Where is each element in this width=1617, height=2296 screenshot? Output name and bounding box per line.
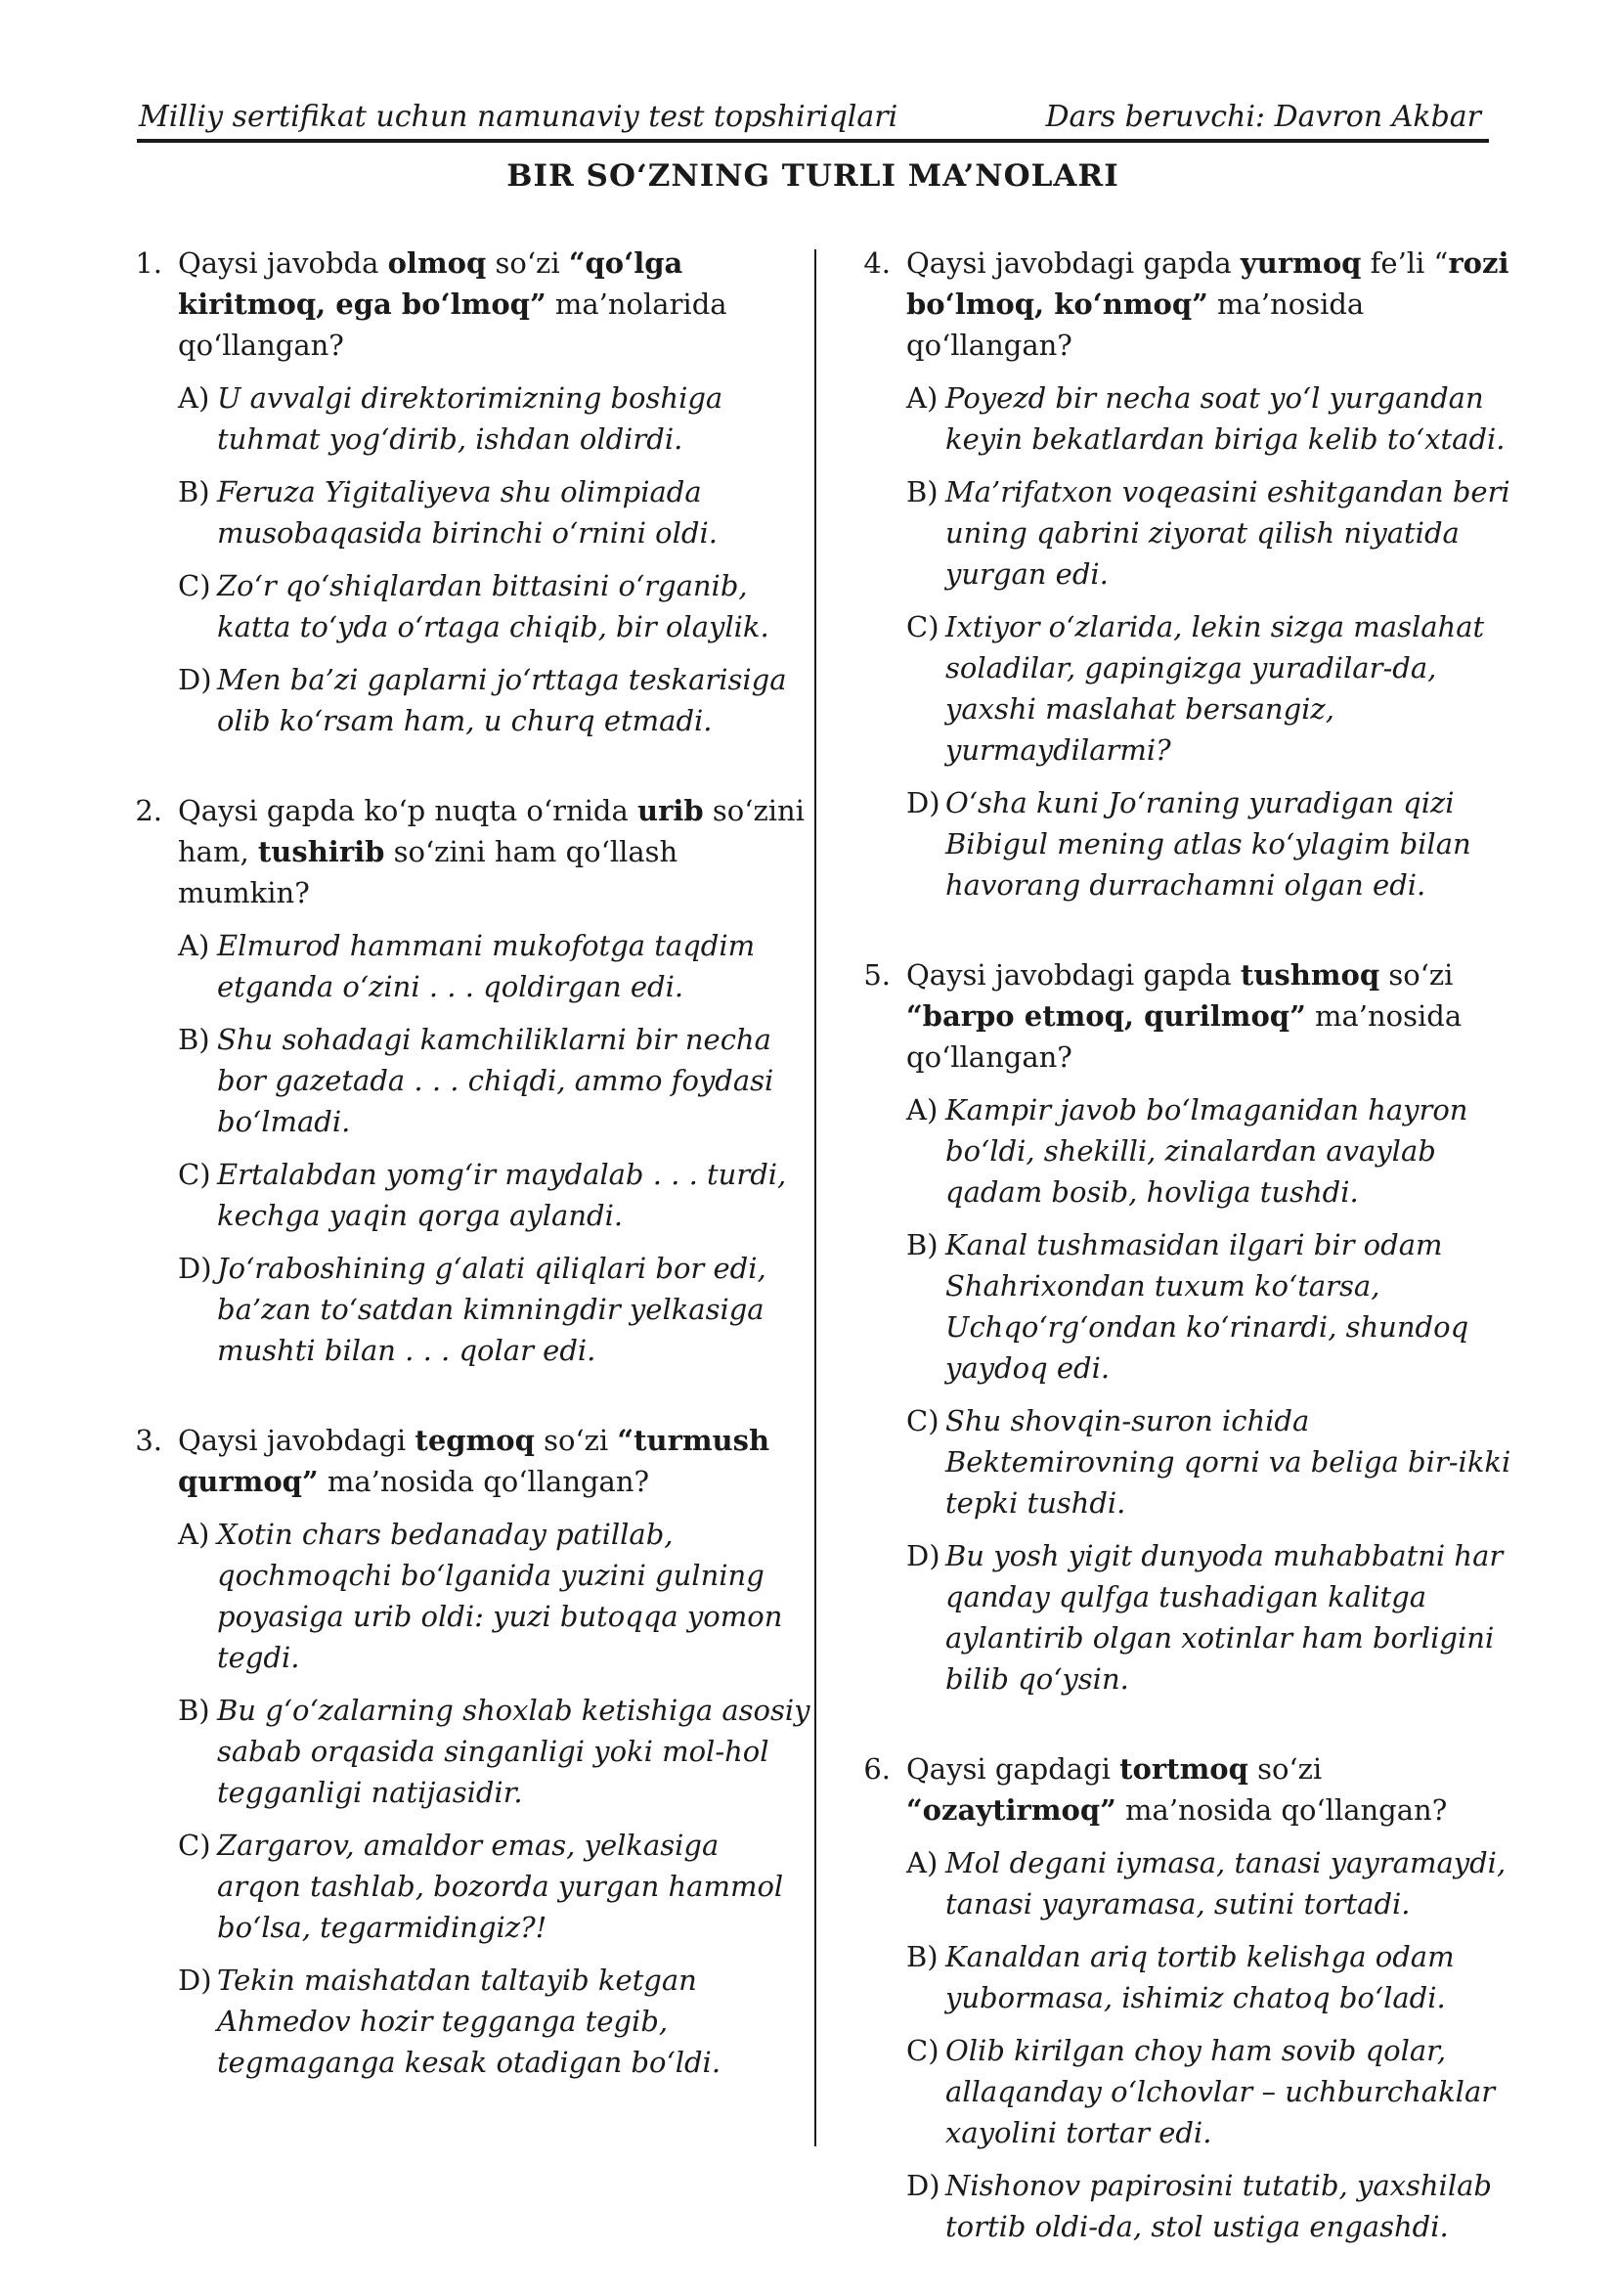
option-text: Kanaldan ariq tortib kelishga odam yubormasa, ishimiz chatoq bo‘ladi. (945, 1940, 1455, 2014)
option-text: Zargarov, amaldor emas, yelkasiga arqon tashlab, bozorda yurgan hammol bo‘lsa, tegarmidingiz?! (217, 1829, 784, 1944)
header-left-text: Milliy sertifikat uchun namunaviy test topshiriqlari (139, 100, 898, 134)
question-stem (108, 790, 811, 913)
option-letter: A) (178, 381, 210, 415)
stem-text: ma’nolarida qo‘llangan? (178, 287, 727, 362)
question-2 (108, 790, 811, 1371)
stem-text: so‘zini ham, (178, 794, 805, 868)
answer-option-a[interactable] (836, 1842, 1530, 1924)
page-title: BIR SO‘ZNING TURLI MA’NOLARI (506, 158, 1119, 194)
answer-options (836, 377, 1530, 905)
question-number: 4. (863, 246, 891, 280)
option-letter: D) (906, 1539, 940, 1572)
stem-text: ma’nosida qo‘llangan? (318, 1465, 650, 1498)
answer-option-b[interactable] (108, 1019, 811, 1142)
option-letter: C) (906, 2034, 940, 2067)
stem-text: fe’li “ (1361, 246, 1449, 280)
option-text: Ma’rifatxon voqeasini eshitgandan beri uning qabrini ziyorat qilish niyatida yurgan edi. (945, 475, 1510, 591)
option-text: Feruza Yigitaliyeva shu olimpiada musobaqasida birinchi o‘rnini oldi. (217, 475, 718, 550)
answer-option-a[interactable] (836, 377, 1530, 460)
stem-text: so‘zini ham qo‘llash mumkin? (178, 835, 678, 909)
option-letter: D) (178, 1964, 212, 1997)
option-text: Tekin maishatdan taltayib ketgan Ahmedov hozir tegganga tegib, tegmaganga kesak otadigan bo‘ldi. (217, 1964, 721, 2079)
left-column (108, 243, 811, 2132)
option-letter: A) (178, 929, 210, 962)
stem-keyword: urib (637, 794, 704, 827)
answer-option-b[interactable] (836, 471, 1530, 595)
stem-text: Qaysi javobdagi (178, 1424, 415, 1457)
header-right-text: Dars beruvchi: Davron Akbar (1045, 100, 1481, 134)
answer-options (108, 377, 811, 741)
answer-option-b[interactable] (836, 1224, 1530, 1389)
answer-option-b[interactable] (108, 1690, 811, 1813)
option-letter: B) (178, 1694, 210, 1727)
option-letter: B) (178, 475, 210, 508)
answer-option-a[interactable] (108, 377, 811, 460)
option-letter: C) (906, 610, 940, 643)
option-letter: D) (178, 663, 212, 696)
option-letter: A) (906, 381, 939, 415)
stem-text: so‘zi (1247, 1752, 1323, 1786)
answer-option-a[interactable] (108, 1514, 811, 1678)
stem-text: ma’nosida qo‘llangan? (906, 999, 1463, 1074)
right-column (836, 243, 1530, 2296)
question-5 (836, 954, 1530, 1700)
option-text: O‘sha kuni Jo‘raning yuradigan qizi Bibigul mening atlas ko‘ylagim bilan havorang durrachamni olgan edi. (945, 786, 1471, 902)
answer-option-d[interactable] (836, 2165, 1530, 2247)
answer-option-c[interactable] (836, 606, 1530, 771)
question-stem (836, 954, 1530, 1078)
question-number: 2. (135, 794, 162, 827)
answer-option-d[interactable] (836, 1535, 1530, 1700)
option-text: Jo‘raboshining g‘alati qiliqlari bor edi, ba’zan to‘satdan kimningdir yelkasiga mushti bilan . . . qolar edi. (217, 1252, 766, 1367)
answer-option-a[interactable] (836, 1089, 1530, 1213)
answer-option-b[interactable] (108, 471, 811, 553)
answer-option-d[interactable] (108, 659, 811, 741)
option-letter: B) (178, 1023, 210, 1056)
stem-meaning: “barpo etmoq, qurilmoq” (906, 999, 1306, 1033)
option-text: Mol degani iymasa, tanasi yayramaydi, tanasi yayramasa, sutini tortadi. (945, 1846, 1507, 1921)
page-header (137, 98, 1489, 143)
option-letter: A) (906, 1093, 939, 1126)
option-letter: D) (906, 786, 940, 819)
question-3 (108, 1420, 811, 2083)
question-number: 6. (863, 1752, 891, 1786)
stem-text: Qaysi gapdagi (906, 1752, 1120, 1786)
question-1 (108, 243, 811, 741)
stem-text: so‘zi (1379, 958, 1454, 992)
stem-meaning: “qo‘lga kiritmoq, ega bo‘lmoq” (178, 246, 683, 321)
stem-keyword: yurmoq (1240, 246, 1362, 280)
stem-keyword: olmoq (387, 246, 487, 280)
stem-text: Qaysi javobdagi gapda (906, 958, 1241, 992)
option-letter: C) (178, 569, 211, 602)
option-text: Kampir javob bo‘lmaganidan hayron bo‘ldi, shekilli, zinalardan avaylab qadam bosib, hovliga tushdi. (945, 1093, 1468, 1209)
answer-option-c[interactable] (836, 1400, 1530, 1523)
question-number: 1. (135, 246, 162, 280)
answer-option-d[interactable] (836, 782, 1530, 905)
stem-meaning: rozi bo‘lmoq, ko‘nmoq” (906, 246, 1509, 321)
option-letter: B) (906, 1940, 939, 1973)
answer-option-c[interactable] (108, 1154, 811, 1236)
stem-text: ma’nosida qo‘llangan? (1115, 1793, 1448, 1827)
answer-options (108, 925, 811, 1371)
answer-option-d[interactable] (108, 1960, 811, 2083)
stem-text: so‘zi (534, 1424, 618, 1457)
option-text: Men ba’zi gaplarni jo‘rttaga teskarisiga olib ko‘rsam ham, u churq etmadi. (217, 663, 787, 737)
answer-option-c[interactable] (108, 565, 811, 647)
answer-option-c[interactable] (836, 2030, 1530, 2153)
answer-options (108, 1514, 811, 2083)
stem-text: so‘zi (486, 246, 569, 280)
option-text: Bu yosh yigit dunyoda muhabbatni har qanday qulfga tushadigan kalitga aylantirib olgan xotinlar ham borligini bilib qo‘ysin. (945, 1539, 1504, 1696)
stem-keyword: tushirib (257, 835, 385, 868)
stem-meaning: “turmush qurmoq” (178, 1424, 770, 1498)
stem-meaning: “ozaytirmoq” (906, 1793, 1116, 1827)
option-text: Ertalabdan yomg‘ir maydalab . . . turdi, kechga yaqin qorga aylandi. (217, 1158, 787, 1232)
option-text: Olib kirilgan choy ham sovib qolar, allaqanday o‘lchovlar – uchburchaklar xayolini tortar edi. (945, 2034, 1496, 2149)
question-6 (836, 1748, 1530, 2247)
option-letter: A) (178, 1518, 210, 1551)
answer-options (836, 1089, 1530, 1700)
stem-text: Qaysi javobdagi gapda (906, 246, 1241, 280)
option-letter: D) (906, 2169, 940, 2202)
answer-option-b[interactable] (836, 1936, 1530, 2018)
option-text: Shu sohadagi kamchiliklarni bir necha bor gazetada . . . chiqdi, ammo foydasi bo‘lmadi. (217, 1023, 774, 1138)
option-text: Xotin chars bedanaday patillab, qochmoqchi bo‘lganida yuzini gulning poyasiga urib oldi: yuzi butoqqa yomon tegdi. (217, 1518, 783, 1674)
option-letter: D) (178, 1252, 212, 1285)
option-text: Poyezd bir necha soat yo‘l yurgandan keyin bekatlardan biriga kelib to‘xtadi. (945, 381, 1506, 456)
answer-options (836, 1842, 1530, 2247)
option-text: U avvalgi direktorimizning boshiga tuhmat yog‘dirib, ishdan oldirdi. (217, 381, 723, 456)
stem-text: Qaysi gapda ko‘p nuqta o‘rnida (178, 794, 637, 827)
option-text: Shu shovqin-suron ichida Bektemirovning qorni va beliga bir-ikki tepki tushdi. (945, 1404, 1511, 1520)
answer-option-a[interactable] (108, 925, 811, 1007)
option-letter: C) (178, 1829, 211, 1862)
question-stem (108, 243, 811, 366)
option-letter: C) (178, 1158, 211, 1191)
question-number: 3. (135, 1424, 162, 1457)
question-number: 5. (863, 958, 891, 992)
option-text: Zo‘r qo‘shiqlardan bittasini o‘rganib, katta to‘yda o‘rtaga chiqib, bir olaylik. (217, 569, 769, 643)
option-text: Elmurod hammani mukofotga taqdim etganda o‘zini . . . qoldirgan edi. (217, 929, 756, 1003)
option-text: Bu g‘o‘zalarning shoxlab ketishiga asosiy sabab orqasida singanligi yoki mol-hol tegganligi natijasidir. (217, 1694, 810, 1809)
stem-keyword: tegmoq (415, 1424, 535, 1457)
answer-option-d[interactable] (108, 1248, 811, 1371)
question-stem (836, 1748, 1530, 1831)
option-letter: A) (906, 1846, 939, 1879)
answer-option-c[interactable] (108, 1825, 811, 1948)
option-letter: B) (906, 1228, 939, 1261)
stem-keyword: tushmoq (1240, 958, 1380, 992)
option-text: Kanal tushmasidan ilgari bir odam Shahrixondan tuxum ko‘tarsa, Uchqo‘rg‘ondan ko‘rinardi, shundoq yaydoq edi. (945, 1228, 1469, 1385)
question-stem (108, 1420, 811, 1502)
question-4 (836, 243, 1530, 905)
question-stem (836, 243, 1530, 366)
stem-text: Qaysi javobda (178, 246, 388, 280)
column-divider (814, 249, 816, 2146)
option-letter: B) (906, 475, 939, 508)
option-letter: C) (906, 1404, 940, 1437)
option-text: Nishonov papirosini tutatib, yaxshilab tortib oldi-da, stol ustiga engashdi. (945, 2169, 1492, 2243)
option-text: Ixtiyor o‘zlarida, lekin sizga maslahat soladilar, gapingizga yuradilar-da, yaxshi maslahat bersangiz, yurmaydilarmi? (945, 610, 1485, 767)
stem-keyword: tortmoq (1119, 1752, 1248, 1786)
stem-text: ma’nosida qo‘llangan? (906, 287, 1365, 362)
